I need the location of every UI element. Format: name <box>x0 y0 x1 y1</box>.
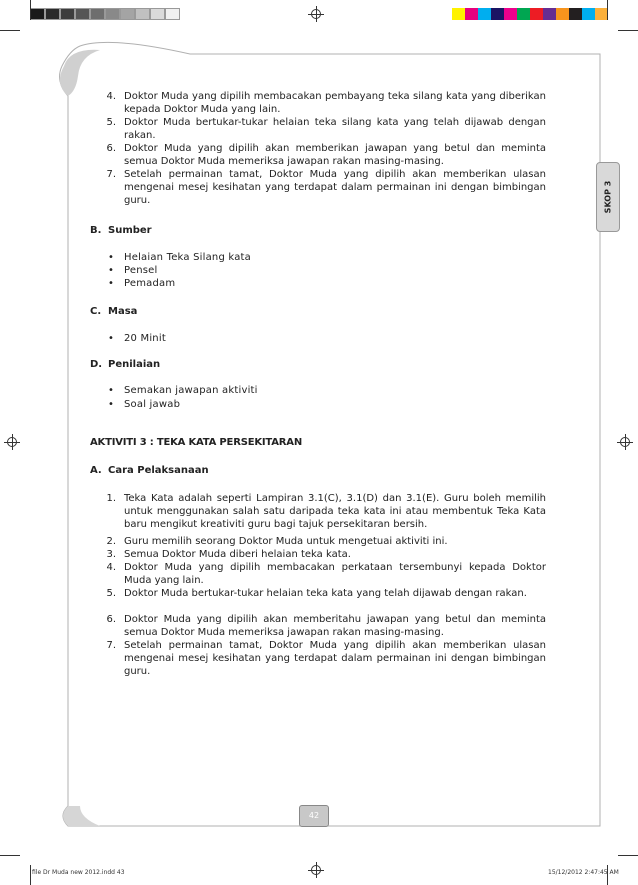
list-item: Doktor Muda yang dipilih akan memberitahu jawapan yang betul dan meminta semua Doktor Muda memeriksa jawapan rakan masing-masing. <box>124 614 546 638</box>
list-item: Doktor Muda yang dipilih membacakan perkataan tersembunyi kepada Doktor Muda yang lain. <box>124 562 546 586</box>
list-item: Doktor Muda yang dipilih membacakan pembayang teka silang kata yang diberikan kepada Doktor Muda yang lain. <box>124 91 546 115</box>
bullet-item: Semakan jawapan aktiviti <box>124 385 258 396</box>
color-swatch <box>504 8 517 20</box>
bullet-icon: • <box>108 252 114 263</box>
list-number: 1. <box>106 493 116 504</box>
list-number: 6. <box>106 143 116 154</box>
page-number: 42 <box>299 805 329 827</box>
crop-mark <box>0 30 20 31</box>
color-swatch <box>30 8 45 20</box>
list-item: Guru memilih seorang Doktor Muda untuk mengetuai aktiviti ini. <box>124 536 448 547</box>
color-swatch <box>90 8 105 20</box>
list-item: Teka Kata adalah seperti Lampiran 3.1(C), 3.1(D) dan 3.1(E). Guru boleh memilih untuk menggunakan salah satu daripada teka kata ini atau membentuk Teka Kata baru mengikut kreativiti guru bagi tajuk persekitaran bersih. <box>124 493 546 530</box>
bullet-icon: • <box>108 399 114 410</box>
color-swatch <box>105 8 120 20</box>
bullet-icon: • <box>108 333 114 344</box>
crop-mark <box>607 0 608 20</box>
color-swatch <box>517 8 530 20</box>
list-number: 5. <box>106 117 116 128</box>
registration-mark-icon <box>617 434 633 450</box>
crop-mark <box>30 0 31 20</box>
color-swatch <box>543 8 556 20</box>
registration-mark-icon <box>308 6 324 22</box>
list-number: 4. <box>106 562 116 573</box>
color-swatch <box>150 8 165 20</box>
bullet-icon: • <box>108 265 114 276</box>
list-item: Semua Doktor Muda diberi helaian teka kata. <box>124 549 351 560</box>
section-label: C. <box>90 306 102 317</box>
list-item: Doktor Muda bertukar-tukar helaian teka kata yang telah dijawab dengan rakan. <box>124 588 527 599</box>
section-heading: Masa <box>108 306 138 317</box>
crop-mark <box>618 855 638 856</box>
bullet-item: Pemadam <box>124 278 176 289</box>
bullet-icon: • <box>108 278 114 289</box>
list-number: 7. <box>106 169 116 180</box>
bullet-item: 20 Minit <box>124 333 166 344</box>
registration-mark-icon <box>4 434 20 450</box>
section-heading: Cara Pelaksanaan <box>108 465 209 476</box>
section-heading: Sumber <box>108 225 152 236</box>
list-item: Setelah permainan tamat, Doktor Muda yang dipilih akan memberikan ulasan mengenai mesej kesihatan yang terdapat dalam permainan ini dengan bimbingan guru. <box>124 640 546 677</box>
color-swatch <box>165 8 180 20</box>
color-swatch <box>582 8 595 20</box>
color-swatch <box>60 8 75 20</box>
list-number: 4. <box>106 91 116 102</box>
bullet-item: Soal jawab <box>124 399 181 410</box>
list-number: 5. <box>106 588 116 599</box>
bullet-icon: • <box>108 385 114 396</box>
list-number: 6. <box>106 614 116 625</box>
registration-mark-icon <box>308 862 324 878</box>
color-swatch <box>530 8 543 20</box>
color-swatch <box>45 8 60 20</box>
color-swatch <box>491 8 504 20</box>
bullet-item: Helaian Teka Silang kata <box>124 252 251 263</box>
crop-mark <box>0 855 20 856</box>
section-label: A. <box>90 465 102 476</box>
crop-mark <box>618 30 638 31</box>
section-tab-label: SKOP 3 <box>603 180 613 214</box>
list-number: 2. <box>106 536 116 547</box>
color-swatch <box>75 8 90 20</box>
color-swatch <box>120 8 135 20</box>
list-number: 7. <box>106 640 116 651</box>
footer-file-info: file Dr Muda new 2012.indd 43 <box>32 869 125 876</box>
color-swatch <box>135 8 150 20</box>
list-item: Doktor Muda bertukar-tukar helaian teka silang kata yang telah dijawab dengan rakan. <box>124 117 546 141</box>
color-swatch <box>452 8 465 20</box>
bullet-item: Pensel <box>124 265 158 276</box>
list-item: Setelah permainan tamat, Doktor Muda yang dipilih akan memberikan ulasan mengenai mesej kesihatan yang terdapat dalam permainan ini dengan bimbingan guru. <box>124 169 546 206</box>
crop-mark <box>30 865 31 885</box>
color-swatch <box>478 8 491 20</box>
section-heading: Penilaian <box>108 359 161 370</box>
list-number: 3. <box>106 549 116 560</box>
list-item: Doktor Muda yang dipilih akan memberikan jawapan yang betul dan meminta semua Doktor Muda memeriksa jawapan rakan masing-masing. <box>124 143 546 167</box>
section-label: B. <box>90 225 102 236</box>
activity-title: AKTIVITI 3 : TEKA KATA PERSEKITARAN <box>90 437 302 448</box>
section-label: D. <box>90 359 103 370</box>
section-tab <box>596 162 620 232</box>
color-swatch <box>556 8 569 20</box>
color-swatch <box>569 8 582 20</box>
color-swatch <box>465 8 478 20</box>
footer-timestamp: 15/12/2012 2:47:45 AM <box>548 869 619 876</box>
